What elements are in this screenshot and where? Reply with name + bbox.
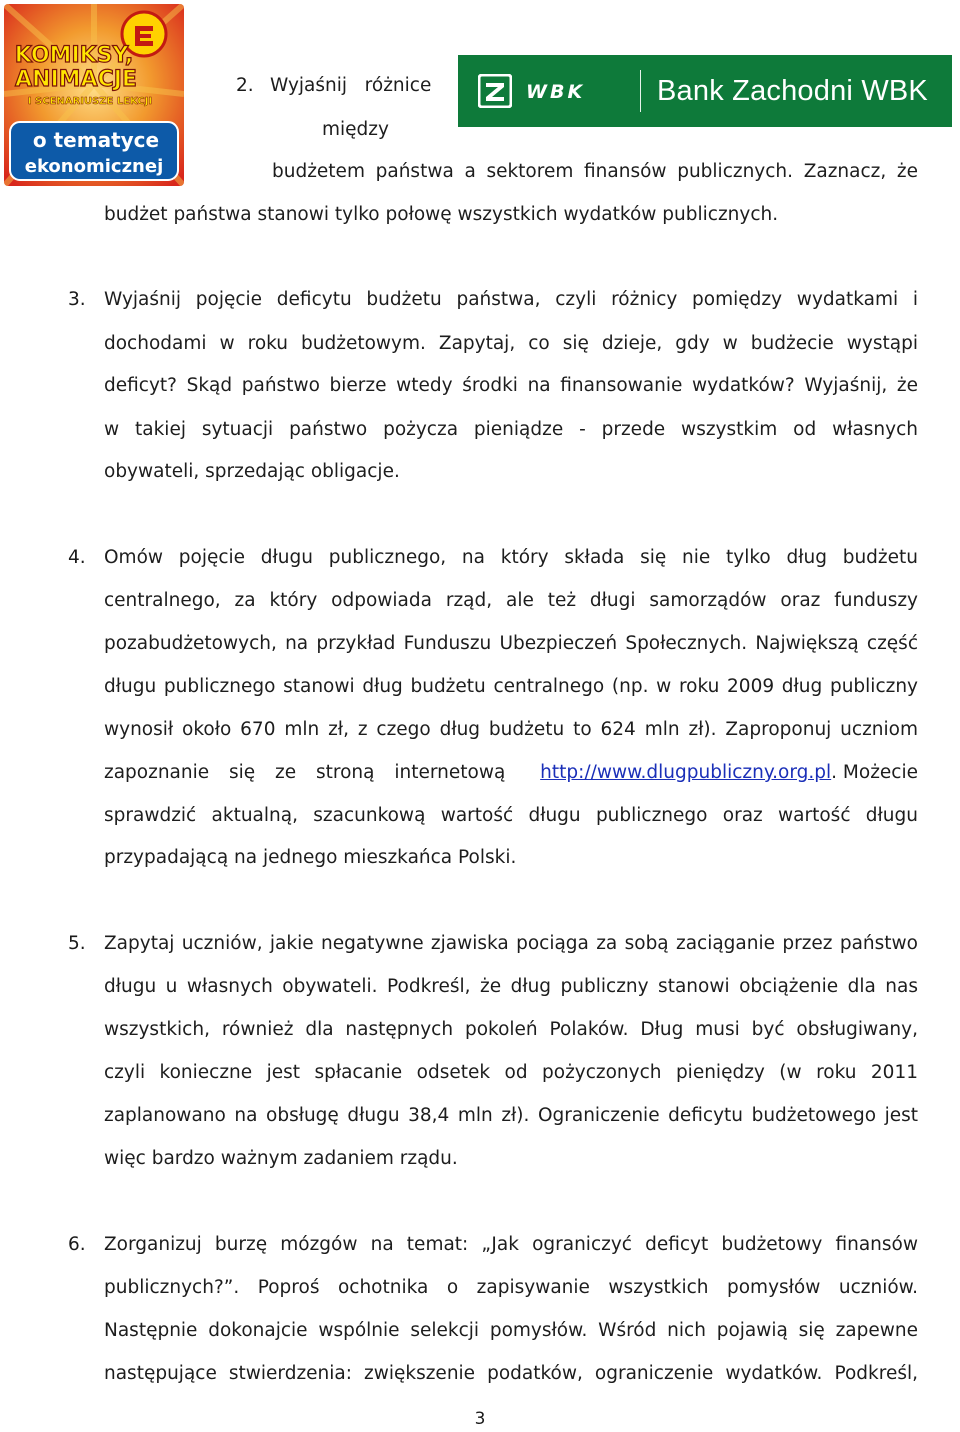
wbk-wordmark [526, 81, 624, 101]
item-4-line-3: pozabudżetowych, na przykład Funduszu Ubezpieczeń Społecznych. Największą część [104, 633, 918, 654]
item-5-number: 5. [68, 933, 86, 954]
item-3-number: 3. [68, 289, 86, 310]
item-6-number: 6. [68, 1234, 86, 1255]
item-2-line-1: Wyjaśnij różnice [270, 75, 432, 96]
item-6-line-4: następujące stwierdzenia: zwiększenie podatków, ograniczenie wydatków. Podkreśl, [104, 1363, 918, 1384]
item-4-line-5: wynosił około 670 mln zł, z czego dług budżetu to 624 mln zł). Zaproponuj uczniom [104, 719, 918, 740]
komiksy-logo [4, 4, 184, 186]
wbk-wordmark-text: WBK [526, 81, 586, 101]
item-2-line-4: budżet państwa stanowi tylko połowę wszystkich wydatków publicznych. [104, 204, 779, 225]
item-5-line-5: zaplanowano na obsługę długu 38,4 mln zł). Ograniczenie deficytu budżetowego jest [104, 1105, 918, 1126]
logo-line2: ANIMACJE [15, 67, 137, 92]
dlugpubliczny-link[interactable]: http://www.dlugpubliczny.org.pl [540, 762, 832, 783]
item-2-number: 2. [236, 75, 254, 96]
item-5-line-3: wszystkich, również dla następnych pokoleń Polaków. Dług musi być obsługiwany, [104, 1019, 918, 1040]
bank-banner [458, 55, 952, 127]
item-2-line-2: między [322, 119, 389, 140]
logo-line4: o tematyce [32, 128, 160, 152]
item-5-line-6: więc bardzo ważnym zadaniem rządu. [104, 1148, 458, 1169]
banner-separator [640, 70, 641, 112]
item-4-line-7: sprawdzić aktualną, szacunkową wartość długu publicznego oraz wartość długu [104, 805, 918, 826]
item-4-line-6-before: zapoznanie się ze stroną internetową [104, 762, 506, 783]
item-6-line-3: Następnie dokonajcie wspólnie selekcji pomysłów. Wśród nich pojawią się zapewne [104, 1320, 918, 1341]
bank-name: Bank Zachodni WBK [657, 74, 928, 107]
item-4-line-8: przypadającą na jednego mieszkańca Polski. [104, 847, 517, 868]
item-4-line-2: centralnego, za który odpowiada rząd, ale też długi samorządów oraz funduszy [104, 590, 918, 611]
item-5-line-4: czyli konieczne jest spłacanie odsetek od pożyczonych pieniędzy (w roku 2011 [104, 1062, 918, 1083]
item-2-line-3: budżetem państwa a sektorem finansów publicznych. Zaznacz, że [272, 161, 918, 182]
logo-line5: ekonomicznej [24, 156, 164, 177]
page-number: 3 [474, 1409, 486, 1429]
item-4-line-4: długu publicznego stanowi dług budżetu centralnego (np. w roku 2009 dług publiczny [104, 676, 918, 697]
item-5-line-2: długu u własnych obywateli. Podkreśl, że dług publiczny stanowi obciążenie dla nas [104, 976, 918, 997]
item-4-line-6 [104, 761, 918, 785]
item-3-line-3: deficyt? Skąd państwo bierze wtedy środki na finansowanie wydatków? Wyjaśnij, że [104, 375, 918, 396]
item-4-line-6-link-wrap [540, 761, 918, 785]
logo-line3: I SCENARIUSZE LEKCJI [27, 96, 153, 107]
item-3-line-1: Wyjaśnij pojęcie deficytu budżetu państwa, czyli różnicy pomiędzy wydatkami i [104, 289, 918, 310]
item-4-number: 4. [68, 547, 86, 568]
item-5-line-1: Zapytaj uczniów, jakie negatywne zjawiska pociąga za sobą zaciąganie przez państwo [104, 933, 918, 954]
item-3-line-5: obywateli, sprzedając obligacje. [104, 461, 400, 482]
item-3-line-2: dochodami w roku budżetowym. Zapytaj, co się dzieje, gdy w budżecie wystąpi [104, 333, 918, 354]
item-3-line-4: w takiej sytuacji państwo pożycza pieniądze - przede wszystkim od własnych [104, 419, 918, 440]
item-6-line-1: Zorganizuj burzę mózgów na temat: „Jak ograniczyć deficyt budżetowy finansów [104, 1234, 918, 1255]
item-6-line-2: publicznych?”. Poproś ochotnika o zapisywanie wszystkich pomysłów uczniów. [104, 1277, 918, 1298]
logo-line1: KOMIKSY, [14, 43, 134, 68]
item-4-line-6-after: . Możecie [831, 762, 918, 783]
item-4-line-1: Omów pojęcie długu publicznego, na który składa się nie tylko dług budżetu [104, 547, 918, 568]
bank-emblem-icon [478, 74, 512, 108]
